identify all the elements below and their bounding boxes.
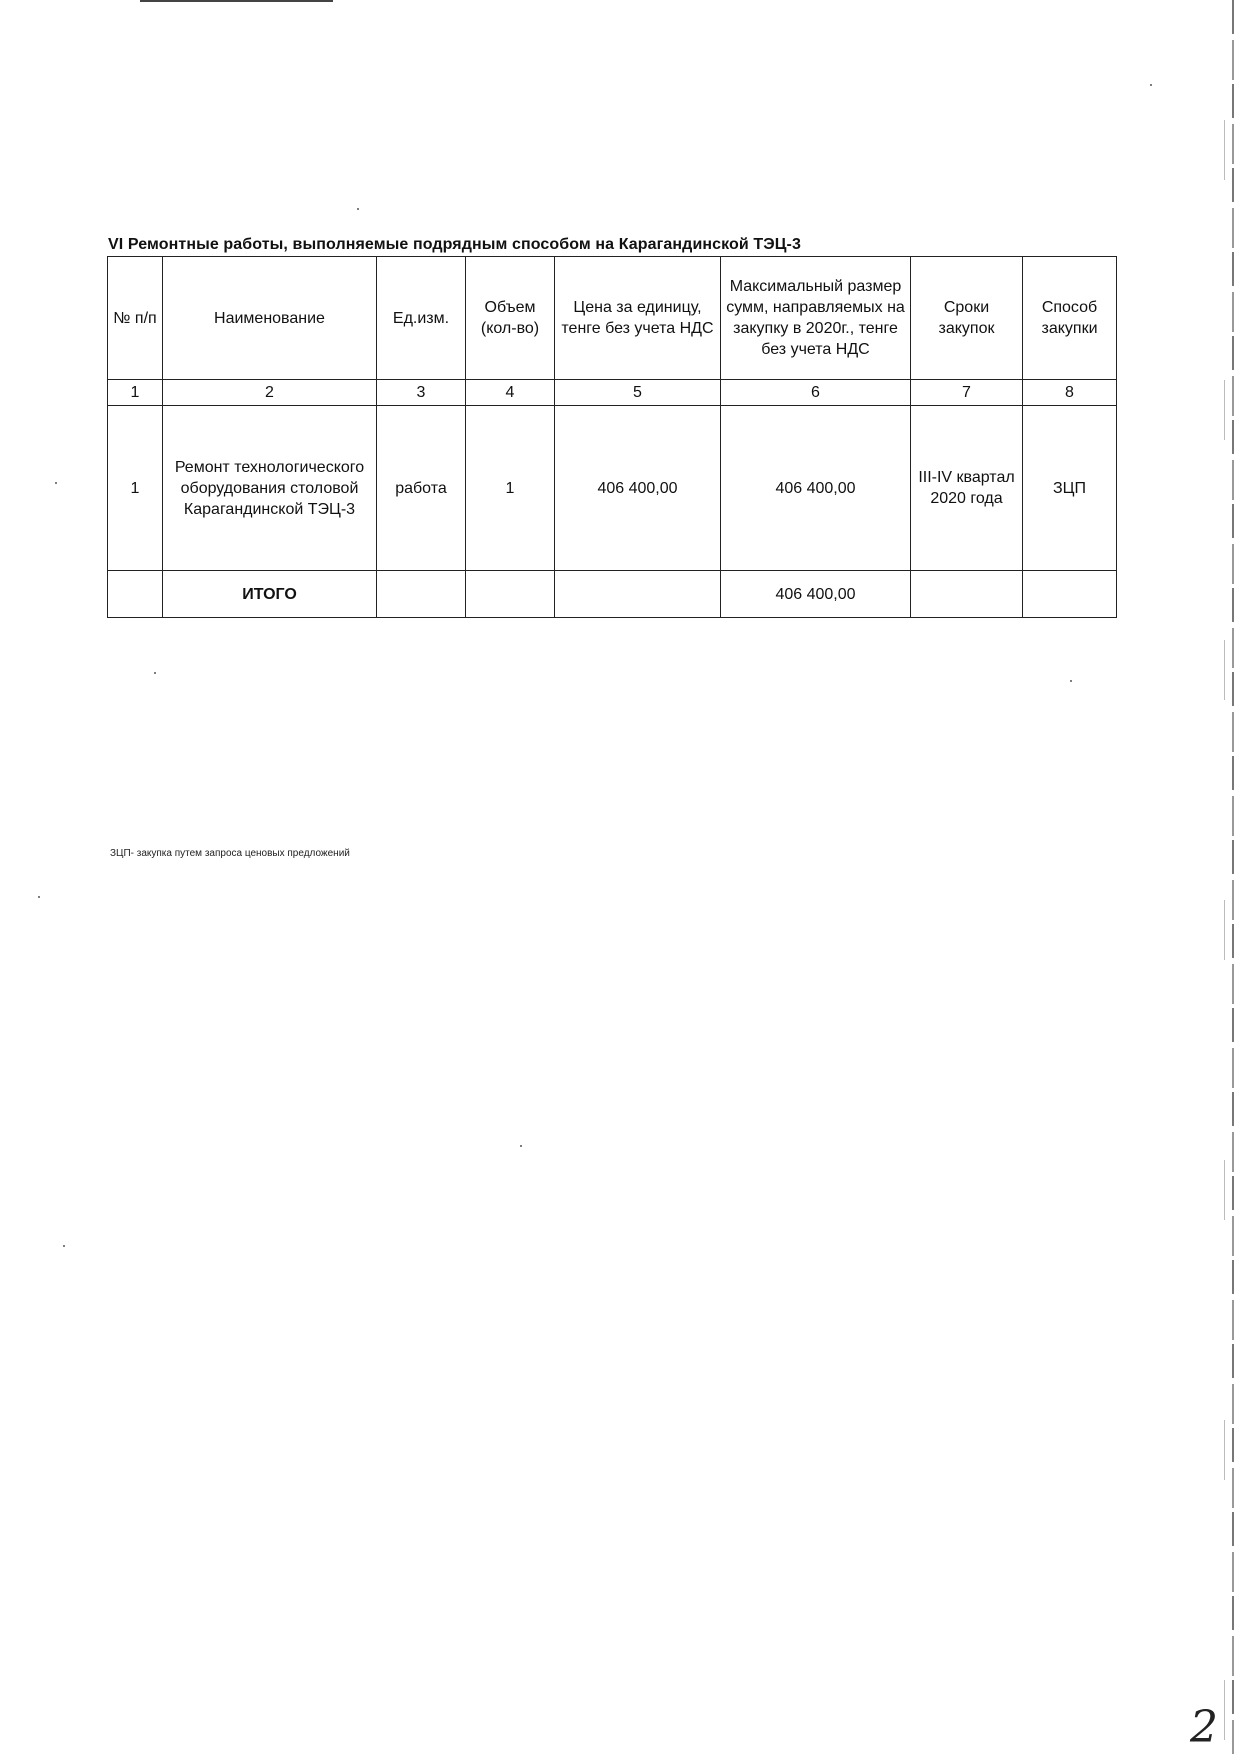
scan-artifact-edge [1232, 0, 1234, 1754]
empty-cell [377, 571, 466, 618]
column-number: 7 [911, 380, 1023, 406]
header-cell: Сроки закупок [911, 257, 1023, 380]
header-cell: Ед.изм. [377, 257, 466, 380]
column-number: 6 [721, 380, 911, 406]
empty-cell [911, 571, 1023, 618]
header-cell: Цена за единицу, тенге без учета НДС [555, 257, 721, 380]
footnote: ЗЦП- закупка путем запроса ценовых предложений [110, 848, 350, 859]
table-row [108, 406, 1117, 571]
scan-speck [55, 482, 57, 484]
scan-speck [154, 672, 156, 674]
column-number: 2 [163, 380, 377, 406]
item-max-amount: 406 400,00 [721, 406, 911, 571]
scan-speck [357, 208, 359, 210]
scan-speck [1070, 680, 1072, 682]
header-cell: Наименование [163, 257, 377, 380]
empty-cell [1023, 571, 1117, 618]
item-period: III-IV квартал 2020 года [911, 406, 1023, 571]
column-number: 3 [377, 380, 466, 406]
column-number: 4 [466, 380, 555, 406]
section-title: VI Ремонтные работы, выполняемые подрядным способом на Карагандинской ТЭЦ-3 [108, 236, 801, 253]
scan-speck [520, 1145, 522, 1147]
item-unit-price: 406 400,00 [555, 406, 721, 571]
item-name: Ремонт технологического оборудования столовой Карагандинской ТЭЦ-3 [163, 406, 377, 571]
scan-speck [63, 1245, 65, 1247]
row-number: 1 [108, 406, 163, 571]
empty-cell [108, 571, 163, 618]
table-header-row [108, 257, 1117, 380]
procurement-table [107, 256, 1117, 618]
header-cell: Объем (кол-во) [466, 257, 555, 380]
column-number: 5 [555, 380, 721, 406]
header-cell: Способ закупки [1023, 257, 1117, 380]
total-row [108, 571, 1117, 618]
total-amount: 406 400,00 [721, 571, 911, 618]
item-unit: работа [377, 406, 466, 571]
header-cell: Максимальный размер сумм, направляемых на закупку в 2020г., тенге без учета НДС [721, 257, 911, 380]
scan-artifact-line [140, 0, 333, 2]
column-number-row [108, 380, 1117, 406]
column-number: 8 [1023, 380, 1117, 406]
header-cell: № п/п [108, 257, 163, 380]
scan-speck [38, 896, 40, 898]
empty-cell [555, 571, 721, 618]
empty-cell [466, 571, 555, 618]
scan-speck [1150, 84, 1152, 86]
scan-artifact-edge [1224, 0, 1225, 1754]
page-number: 2 [1190, 1702, 1218, 1753]
item-quantity: 1 [466, 406, 555, 571]
total-label: ИТОГО [163, 571, 377, 618]
column-number: 1 [108, 380, 163, 406]
item-method: ЗЦП [1023, 406, 1117, 571]
